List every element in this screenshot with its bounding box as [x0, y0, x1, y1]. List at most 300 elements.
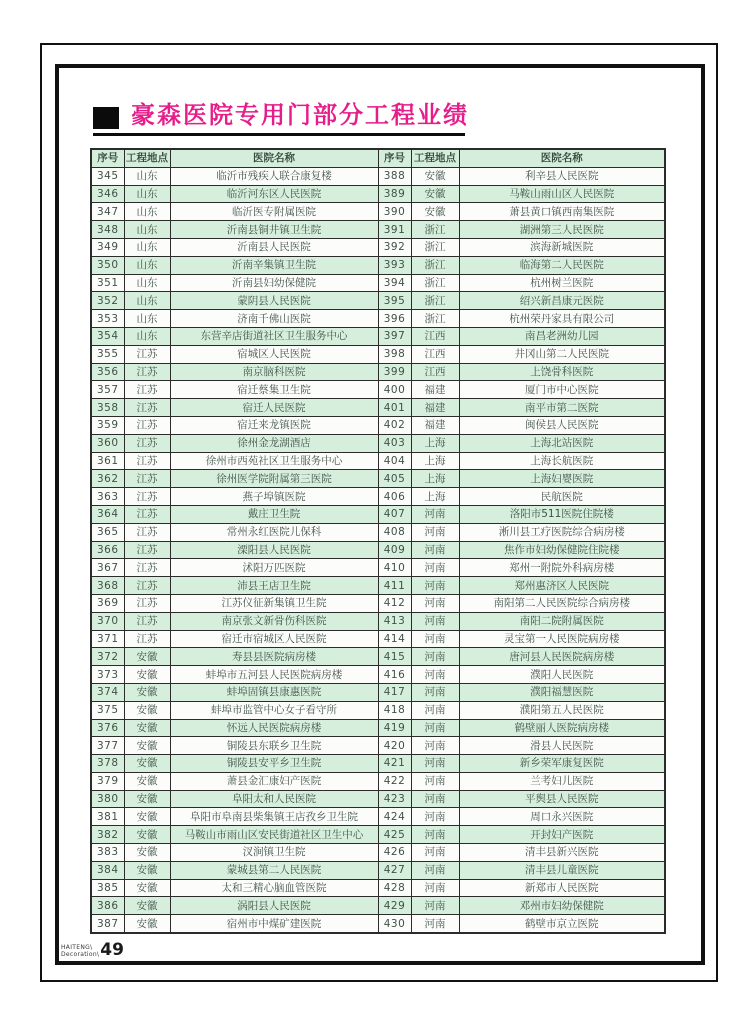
hospital-name-cell: 郑州惠济区人民医院 [459, 577, 665, 595]
location-cell: 河南 [411, 808, 459, 826]
location-cell: 安徽 [124, 683, 170, 701]
seq-cell: 405 [378, 470, 411, 488]
footer-brand-line1: HAITENG\ [61, 944, 93, 951]
hospital-name-cell: 唐河县人民医院病房楼 [459, 648, 665, 666]
table-row [91, 612, 665, 630]
footer-logo [61, 940, 124, 960]
seq-cell: 391 [378, 221, 411, 239]
location-cell: 浙江 [411, 238, 459, 256]
table-row [91, 808, 665, 826]
table-row [91, 470, 665, 488]
location-cell: 河南 [411, 559, 459, 577]
seq-cell: 358 [91, 399, 124, 417]
location-cell: 河南 [411, 737, 459, 755]
location-cell: 山东 [124, 274, 170, 292]
location-cell: 江西 [411, 327, 459, 345]
hospital-name-cell: 济南千佛山医院 [170, 310, 378, 328]
seq-cell: 420 [378, 737, 411, 755]
location-cell: 江苏 [124, 345, 170, 363]
table-row [91, 648, 665, 666]
hospital-name-cell: 兰考妇儿医院 [459, 772, 665, 790]
hospital-name-cell: 江苏仪征新集镇卫生院 [170, 594, 378, 612]
location-cell: 安徽 [411, 185, 459, 203]
hospital-name-cell: 临沂河东区人民医院 [170, 185, 378, 203]
location-cell: 安徽 [124, 844, 170, 862]
seq-cell: 354 [91, 327, 124, 345]
header-location-right: 工程地点 [411, 149, 459, 167]
seq-cell: 422 [378, 772, 411, 790]
table-row [91, 737, 665, 755]
hospital-name-cell: 周口永兴医院 [459, 808, 665, 826]
hospital-name-cell: 上海妇婴医院 [459, 470, 665, 488]
location-cell: 江苏 [124, 577, 170, 595]
hospital-name-cell: 滑县人民医院 [459, 737, 665, 755]
seq-cell: 430 [378, 915, 411, 933]
hospital-name-cell: 清丰县儿童医院 [459, 861, 665, 879]
hospital-name-cell: 蚌埠固镇县康惠医院 [170, 683, 378, 701]
table-row [91, 755, 665, 773]
table-row [91, 345, 665, 363]
hospital-name-cell: 杭州荣丹家具有限公司 [459, 310, 665, 328]
location-cell: 江苏 [124, 541, 170, 559]
seq-cell: 395 [378, 292, 411, 310]
seq-cell: 360 [91, 434, 124, 452]
location-cell: 河南 [411, 719, 459, 737]
location-cell: 江苏 [124, 452, 170, 470]
hospital-name-cell: 平舆县人民医院 [459, 790, 665, 808]
location-cell: 河南 [411, 683, 459, 701]
seq-cell: 379 [91, 772, 124, 790]
seq-cell: 427 [378, 861, 411, 879]
seq-cell: 401 [378, 399, 411, 417]
table-row [91, 826, 665, 844]
seq-cell: 382 [91, 826, 124, 844]
table-row [91, 363, 665, 381]
seq-cell: 415 [378, 648, 411, 666]
location-cell: 浙江 [411, 292, 459, 310]
seq-cell: 348 [91, 221, 124, 239]
location-cell: 山东 [124, 327, 170, 345]
table-row [91, 256, 665, 274]
hospital-name-cell: 南京张文新骨伤科医院 [170, 612, 378, 630]
seq-cell: 396 [378, 310, 411, 328]
hospital-name-cell: 湖洲第三人民医院 [459, 221, 665, 239]
hospital-name-cell: 蒙阴县人民医院 [170, 292, 378, 310]
seq-cell: 374 [91, 683, 124, 701]
hospital-project-table [90, 148, 666, 934]
hospital-name-cell: 汊涧镇卫生院 [170, 844, 378, 862]
table-row [91, 541, 665, 559]
location-cell: 上海 [411, 488, 459, 506]
seq-cell: 375 [91, 701, 124, 719]
hospital-name-cell: 铜陵县东联乡卫生院 [170, 737, 378, 755]
location-cell: 安徽 [124, 879, 170, 897]
hospital-name-cell: 铜陵县安平乡卫生院 [170, 755, 378, 773]
seq-cell: 429 [378, 897, 411, 915]
location-cell: 安徽 [124, 737, 170, 755]
table-row [91, 844, 665, 862]
table-row [91, 772, 665, 790]
seq-cell: 356 [91, 363, 124, 381]
location-cell: 山东 [124, 167, 170, 185]
table-row [91, 167, 665, 185]
table-row [91, 577, 665, 595]
footer-brand-line2: Decoration\ [61, 951, 100, 958]
table-row [91, 523, 665, 541]
seq-cell: 357 [91, 381, 124, 399]
hospital-name-cell: 蒙城县第二人民医院 [170, 861, 378, 879]
hospital-name-cell: 萧县黄口镇西南集医院 [459, 203, 665, 221]
seq-cell: 418 [378, 701, 411, 719]
table-row [91, 434, 665, 452]
location-cell: 河南 [411, 523, 459, 541]
seq-cell: 364 [91, 505, 124, 523]
seq-cell: 398 [378, 345, 411, 363]
seq-cell: 347 [91, 203, 124, 221]
seq-cell: 349 [91, 238, 124, 256]
table-row [91, 310, 665, 328]
table-row [91, 559, 665, 577]
seq-cell: 371 [91, 630, 124, 648]
location-cell: 福建 [411, 399, 459, 417]
hospital-name-cell: 上海长航医院 [459, 452, 665, 470]
seq-cell: 352 [91, 292, 124, 310]
table-row [91, 292, 665, 310]
hospital-name-cell: 沂南县人民医院 [170, 238, 378, 256]
location-cell: 安徽 [124, 701, 170, 719]
seq-cell: 351 [91, 274, 124, 292]
table-row [91, 274, 665, 292]
location-cell: 河南 [411, 505, 459, 523]
location-cell: 浙江 [411, 274, 459, 292]
table-row [91, 861, 665, 879]
seq-cell: 372 [91, 648, 124, 666]
location-cell: 河南 [411, 594, 459, 612]
seq-cell: 421 [378, 755, 411, 773]
location-cell: 河南 [411, 666, 459, 684]
hospital-name-cell: 萧县金汇康妇产医院 [170, 772, 378, 790]
table-row [91, 719, 665, 737]
location-cell: 山东 [124, 203, 170, 221]
location-cell: 河南 [411, 701, 459, 719]
hospital-name-cell: 新乡荣军康复医院 [459, 755, 665, 773]
seq-cell: 412 [378, 594, 411, 612]
hospital-name-cell: 沂南辛集镇卫生院 [170, 256, 378, 274]
location-cell: 山东 [124, 310, 170, 328]
seq-cell: 417 [378, 683, 411, 701]
title-underline [93, 133, 465, 136]
seq-cell: 389 [378, 185, 411, 203]
location-cell: 江西 [411, 363, 459, 381]
hospital-name-cell: 开封妇产医院 [459, 826, 665, 844]
table-row [91, 221, 665, 239]
hospital-name-cell: 马鞍山雨山区人民医院 [459, 185, 665, 203]
location-cell: 河南 [411, 541, 459, 559]
table-row [91, 452, 665, 470]
seq-cell: 399 [378, 363, 411, 381]
hospital-name-cell: 南阳二院附属医院 [459, 612, 665, 630]
seq-cell: 404 [378, 452, 411, 470]
hospital-name-cell: 徐州医学院附属第三医院 [170, 470, 378, 488]
location-cell: 安徽 [124, 648, 170, 666]
seq-cell: 385 [91, 879, 124, 897]
hospital-name-cell: 清丰县新兴医院 [459, 844, 665, 862]
location-cell: 河南 [411, 826, 459, 844]
hospital-name-cell: 宿迁来龙镇医院 [170, 416, 378, 434]
seq-cell: 402 [378, 416, 411, 434]
hospital-name-cell: 淅川县工疗医院综合病房楼 [459, 523, 665, 541]
hospital-name-cell: 沛县王店卫生院 [170, 577, 378, 595]
location-cell: 江苏 [124, 505, 170, 523]
table-row [91, 915, 665, 933]
hospital-name-cell: 灵宝第一人民医院病房楼 [459, 630, 665, 648]
seq-cell: 406 [378, 488, 411, 506]
header-location-left: 工程地点 [124, 149, 170, 167]
hospital-name-cell: 戴庄卫生院 [170, 505, 378, 523]
location-cell: 河南 [411, 844, 459, 862]
seq-cell: 384 [91, 861, 124, 879]
hospital-name-cell: 阜阳太和人民医院 [170, 790, 378, 808]
location-cell: 江苏 [124, 363, 170, 381]
hospital-name-cell: 沂南县妇幼保健院 [170, 274, 378, 292]
seq-cell: 353 [91, 310, 124, 328]
seq-cell: 407 [378, 505, 411, 523]
hospital-name-cell: 怀远人民医院病房楼 [170, 719, 378, 737]
seq-cell: 393 [378, 256, 411, 274]
seq-cell: 424 [378, 808, 411, 826]
seq-cell: 388 [378, 167, 411, 185]
hospital-name-cell: 民航医院 [459, 488, 665, 506]
table-row [91, 897, 665, 915]
seq-cell: 428 [378, 879, 411, 897]
location-cell: 江苏 [124, 559, 170, 577]
seq-cell: 425 [378, 826, 411, 844]
location-cell: 山东 [124, 238, 170, 256]
location-cell: 安徽 [124, 772, 170, 790]
table-row [91, 683, 665, 701]
location-cell: 河南 [411, 772, 459, 790]
seq-cell: 363 [91, 488, 124, 506]
location-cell: 山东 [124, 256, 170, 274]
location-cell: 山东 [124, 292, 170, 310]
location-cell: 河南 [411, 790, 459, 808]
location-cell: 河南 [411, 879, 459, 897]
hospital-name-cell: 燕子埠镇医院 [170, 488, 378, 506]
table-row [91, 327, 665, 345]
page-number: 49 [100, 940, 124, 960]
location-cell: 浙江 [411, 256, 459, 274]
location-cell: 河南 [411, 648, 459, 666]
seq-cell: 403 [378, 434, 411, 452]
location-cell: 安徽 [124, 666, 170, 684]
hospital-name-cell: 沂南县铜井镇卫生院 [170, 221, 378, 239]
table-row [91, 790, 665, 808]
seq-cell: 413 [378, 612, 411, 630]
hospital-name-cell: 溧阳县人民医院 [170, 541, 378, 559]
hospital-name-cell: 杭州树兰医院 [459, 274, 665, 292]
hospital-name-cell: 蚌埠市监管中心女子看守所 [170, 701, 378, 719]
title-square-bullet-icon [93, 107, 119, 129]
seq-cell: 378 [91, 755, 124, 773]
location-cell: 上海 [411, 434, 459, 452]
header-hospital-left: 医院名称 [170, 149, 378, 167]
hospital-name-cell: 徐州金龙湖酒店 [170, 434, 378, 452]
seq-cell: 410 [378, 559, 411, 577]
hospital-name-cell: 寿县县医院病房楼 [170, 648, 378, 666]
hospital-name-cell: 闽侯县人民医院 [459, 416, 665, 434]
seq-cell: 381 [91, 808, 124, 826]
header-seq-left: 序号 [91, 149, 124, 167]
location-cell: 江西 [411, 345, 459, 363]
seq-cell: 397 [378, 327, 411, 345]
hospital-name-cell: 鹤壁市京立医院 [459, 915, 665, 933]
location-cell: 江苏 [124, 488, 170, 506]
hospital-name-cell: 利辛县人民医院 [459, 167, 665, 185]
seq-cell: 355 [91, 345, 124, 363]
hospital-name-cell: 临海第二人民医院 [459, 256, 665, 274]
location-cell: 江苏 [124, 416, 170, 434]
table-row [91, 381, 665, 399]
table-row [91, 879, 665, 897]
hospital-name-cell: 南阳第二人民医院综合病房楼 [459, 594, 665, 612]
seq-cell: 394 [378, 274, 411, 292]
location-cell: 安徽 [124, 790, 170, 808]
seq-cell: 386 [91, 897, 124, 915]
hospital-name-cell: 邓州市妇幼保健院 [459, 897, 665, 915]
hospital-name-cell: 临沂市残疾人联合康复楼 [170, 167, 378, 185]
location-cell: 江苏 [124, 594, 170, 612]
hospital-name-cell: 宿迁市宿城区人民医院 [170, 630, 378, 648]
table-header-row [91, 149, 665, 167]
hospital-name-cell: 上海北站医院 [459, 434, 665, 452]
hospital-name-cell: 徐州市西苑社区卫生服务中心 [170, 452, 378, 470]
hospital-name-cell: 蚌埠市五河县人民医院病房楼 [170, 666, 378, 684]
location-cell: 福建 [411, 381, 459, 399]
location-cell: 山东 [124, 185, 170, 203]
seq-cell: 387 [91, 915, 124, 933]
hospital-name-cell: 东营辛店街道社区卫生服务中心 [170, 327, 378, 345]
location-cell: 河南 [411, 897, 459, 915]
header-hospital-right: 医院名称 [459, 149, 665, 167]
location-cell: 河南 [411, 861, 459, 879]
seq-cell: 414 [378, 630, 411, 648]
seq-cell: 416 [378, 666, 411, 684]
hospital-name-cell: 沭阳万匹医院 [170, 559, 378, 577]
seq-cell: 369 [91, 594, 124, 612]
location-cell: 河南 [411, 577, 459, 595]
seq-cell: 383 [91, 844, 124, 862]
seq-cell: 365 [91, 523, 124, 541]
hospital-name-cell: 濮阳第五人民医院 [459, 701, 665, 719]
hospital-name-cell: 马鞍山市雨山区安民街道社区卫生中心 [170, 826, 378, 844]
hospital-name-cell: 临沂医专附属医院 [170, 203, 378, 221]
hospital-name-cell: 南昌老洲幼儿园 [459, 327, 665, 345]
table-row [91, 399, 665, 417]
location-cell: 山东 [124, 221, 170, 239]
seq-cell: 362 [91, 470, 124, 488]
location-cell: 浙江 [411, 221, 459, 239]
location-cell: 安徽 [124, 897, 170, 915]
seq-cell: 380 [91, 790, 124, 808]
page-title: 豪森医院专用门部分工程业绩 [131, 101, 469, 129]
location-cell: 江苏 [124, 434, 170, 452]
seq-cell: 359 [91, 416, 124, 434]
hospital-name-cell: 宿州市中煤矿建医院 [170, 915, 378, 933]
hospital-name-cell: 常州永红医院儿保科 [170, 523, 378, 541]
location-cell: 江苏 [124, 612, 170, 630]
hospital-name-cell: 郑州一附院外科病房楼 [459, 559, 665, 577]
seq-cell: 361 [91, 452, 124, 470]
seq-cell: 423 [378, 790, 411, 808]
location-cell: 河南 [411, 630, 459, 648]
location-cell: 江苏 [124, 399, 170, 417]
seq-cell: 346 [91, 185, 124, 203]
seq-cell: 366 [91, 541, 124, 559]
location-cell: 安徽 [124, 861, 170, 879]
seq-cell: 392 [378, 238, 411, 256]
hospital-name-cell: 上饶骨科医院 [459, 363, 665, 381]
table-row [91, 630, 665, 648]
page-title-row [93, 101, 469, 129]
hospital-name-cell: 涡阳县人民医院 [170, 897, 378, 915]
location-cell: 安徽 [124, 719, 170, 737]
location-cell: 安徽 [124, 826, 170, 844]
table-row [91, 203, 665, 221]
table-row [91, 594, 665, 612]
seq-cell: 367 [91, 559, 124, 577]
seq-cell: 390 [378, 203, 411, 221]
hospital-name-cell: 鹤壁丽人医院病房楼 [459, 719, 665, 737]
hospital-name-cell: 宿迁蔡集卫生院 [170, 381, 378, 399]
seq-cell: 408 [378, 523, 411, 541]
table-row [91, 701, 665, 719]
table-body [91, 167, 665, 933]
hospital-name-cell: 焦作市妇幼保健院住院楼 [459, 541, 665, 559]
location-cell: 江苏 [124, 381, 170, 399]
seq-cell: 368 [91, 577, 124, 595]
hospital-name-cell: 新郑市人民医院 [459, 879, 665, 897]
location-cell: 安徽 [411, 167, 459, 185]
table-row [91, 416, 665, 434]
seq-cell: 377 [91, 737, 124, 755]
table-row [91, 666, 665, 684]
hospital-name-cell: 厦门市中心医院 [459, 381, 665, 399]
seq-cell: 409 [378, 541, 411, 559]
location-cell: 安徽 [124, 755, 170, 773]
seq-cell: 419 [378, 719, 411, 737]
table-row [91, 505, 665, 523]
footer-brand-text [61, 944, 99, 958]
seq-cell: 350 [91, 256, 124, 274]
hospital-name-cell: 南京脑科医院 [170, 363, 378, 381]
seq-cell: 426 [378, 844, 411, 862]
location-cell: 浙江 [411, 310, 459, 328]
location-cell: 江苏 [124, 523, 170, 541]
location-cell: 上海 [411, 452, 459, 470]
hospital-name-cell: 南平市第二医院 [459, 399, 665, 417]
location-cell: 河南 [411, 612, 459, 630]
hospital-name-cell: 绍兴新昌康元医院 [459, 292, 665, 310]
hospital-name-cell: 阜阳市阜南县柴集镇王店孜乡卫生院 [170, 808, 378, 826]
location-cell: 河南 [411, 755, 459, 773]
location-cell: 江苏 [124, 470, 170, 488]
location-cell: 安徽 [411, 203, 459, 221]
hospital-name-cell: 洛阳市511医院住院楼 [459, 505, 665, 523]
hospital-name-cell: 滨海新城医院 [459, 238, 665, 256]
table-row [91, 238, 665, 256]
seq-cell: 373 [91, 666, 124, 684]
hospital-name-cell: 太和三精心脑血管医院 [170, 879, 378, 897]
